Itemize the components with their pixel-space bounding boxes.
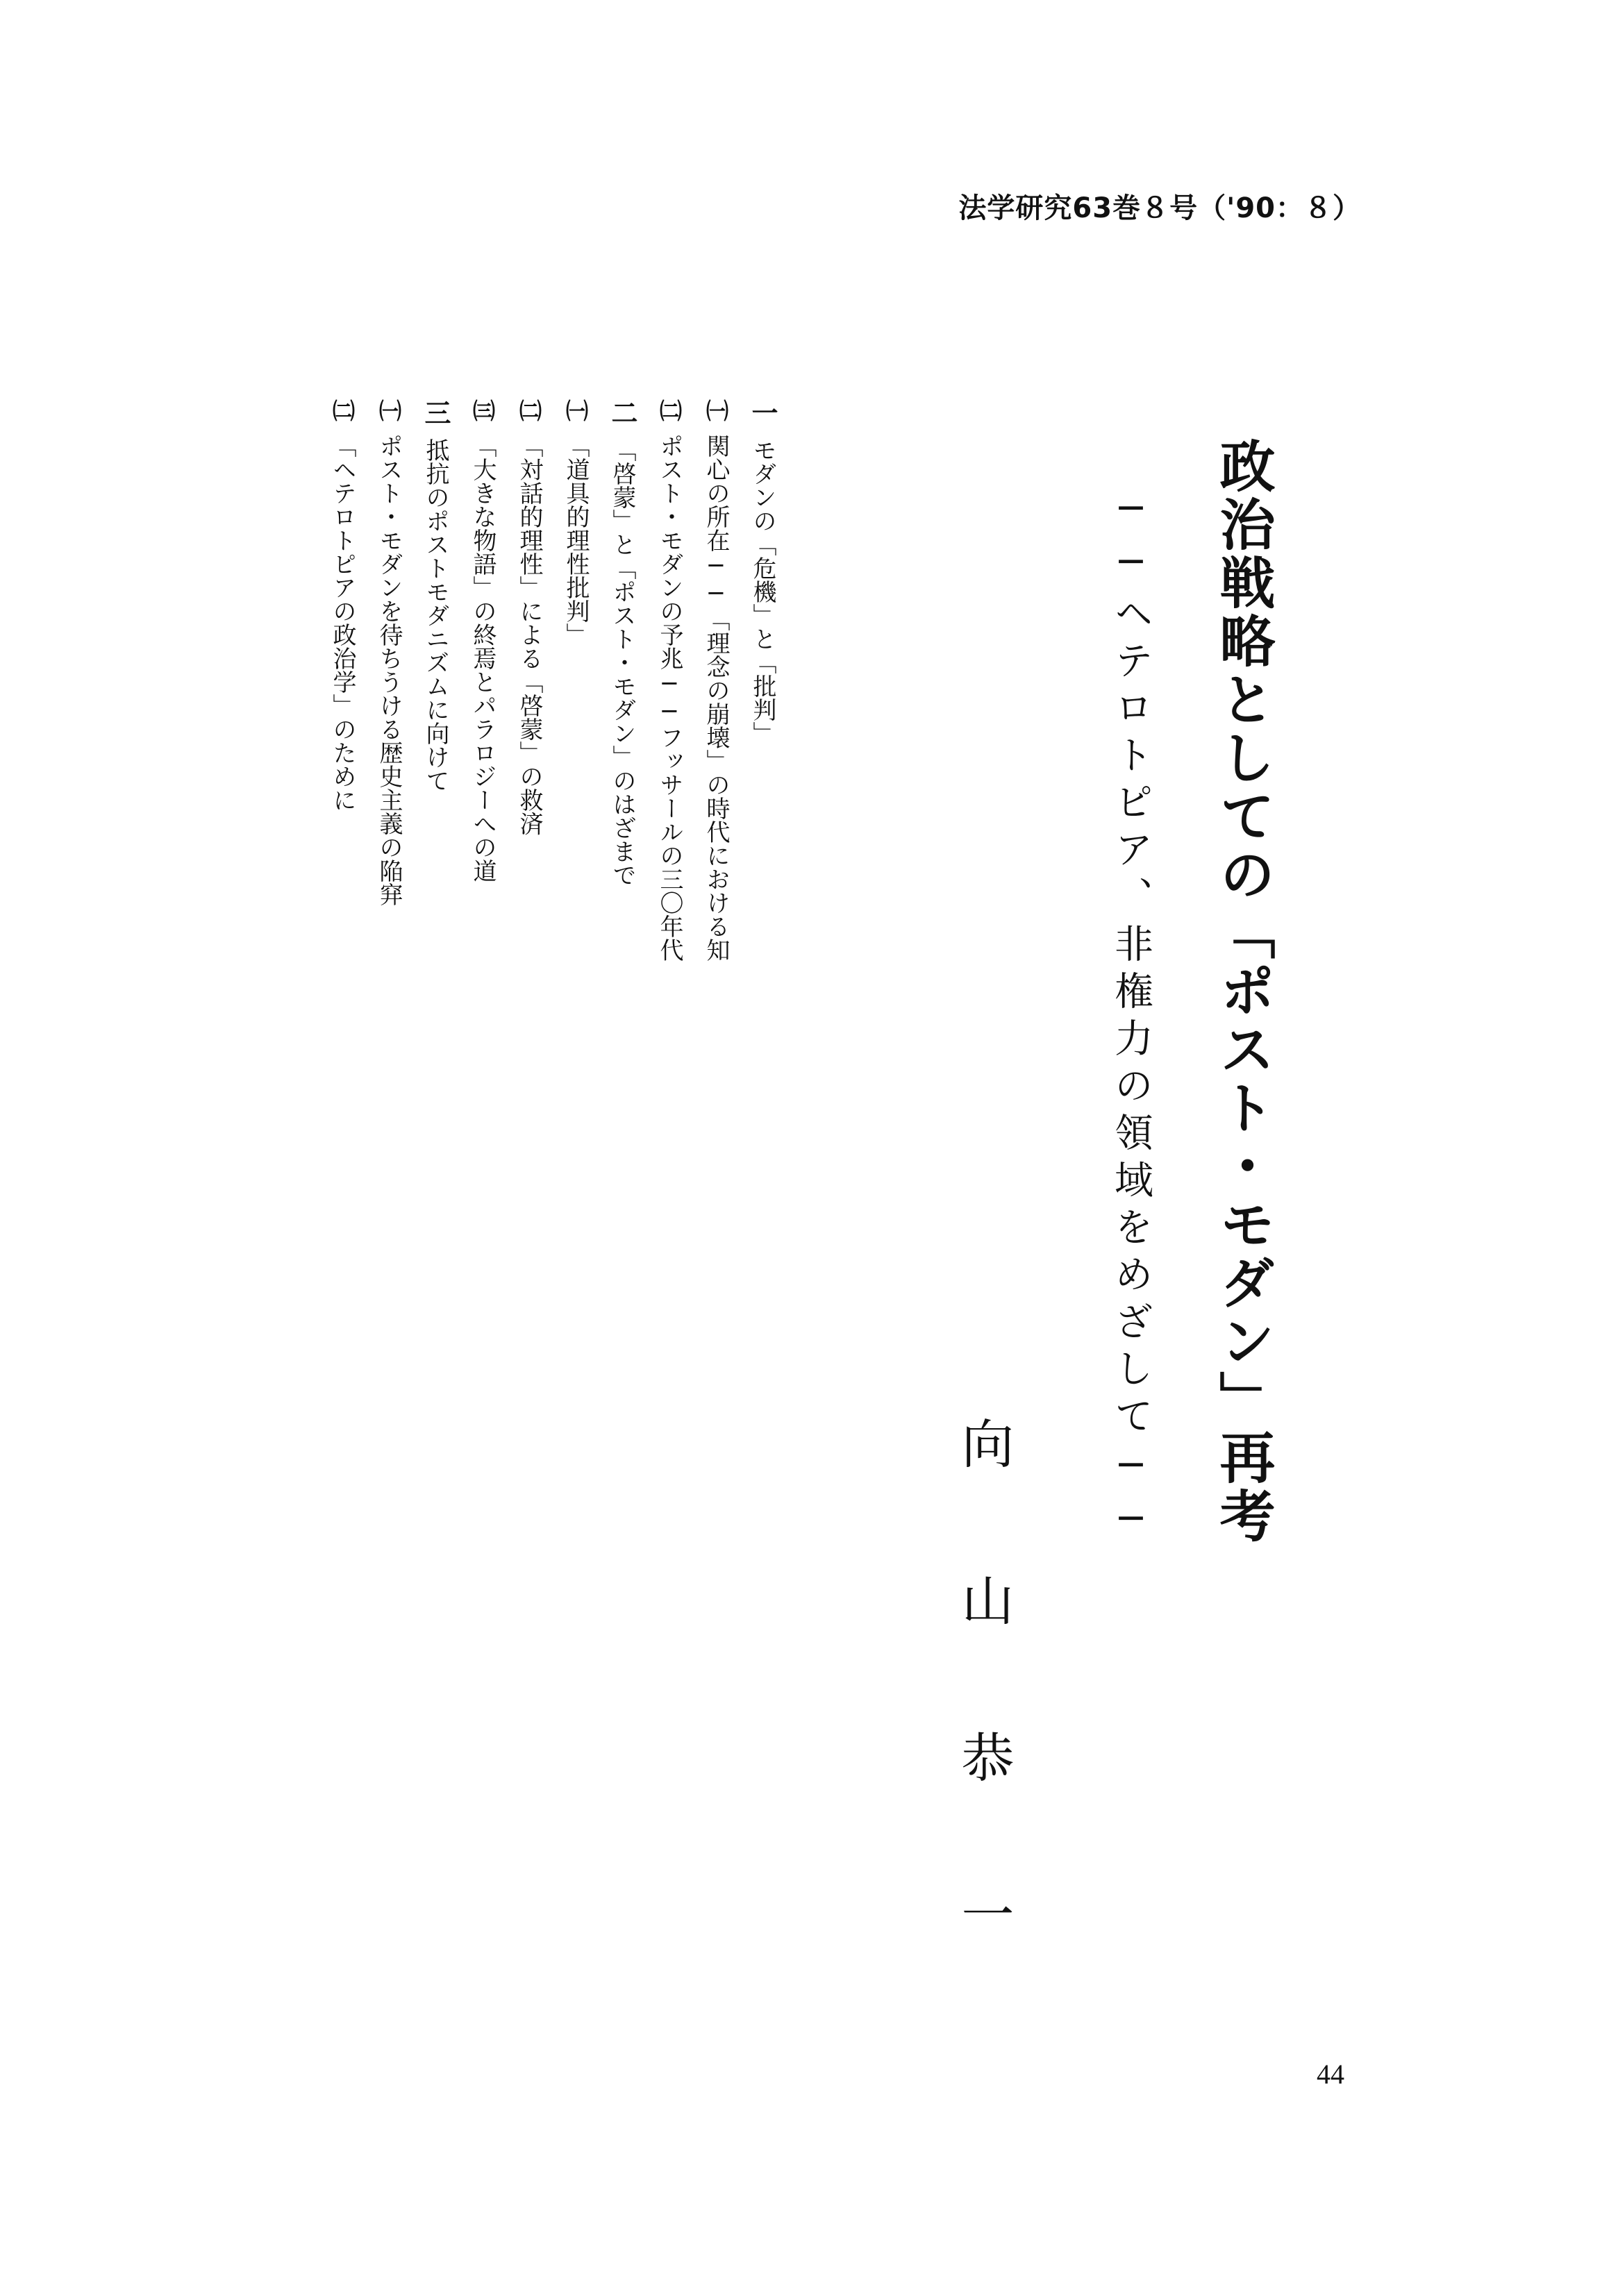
toc-entry-number: ㈢: [469, 399, 496, 421]
toc-entry-text: 「大きな物語」の終焉とパラロジーへの道: [469, 434, 497, 882]
toc-entry-text: 抵抗のポストモダニズムに向けて: [422, 438, 449, 792]
author-name: 向山恭一: [953, 1416, 1015, 2044]
toc-entry-number: 二: [607, 399, 638, 426]
toc-entry: [412, 399, 459, 962]
journal-header: 法学研究63巻８号（'90：８）: [958, 192, 1361, 224]
table-of-contents: [319, 399, 786, 962]
page-number: 44: [1317, 2059, 1344, 2090]
toc-entry: [506, 399, 552, 962]
toc-entry: [319, 399, 365, 962]
toc-entry-text: ポスト・モダンを待ちうける歴史主義の陥穽: [375, 434, 403, 906]
toc-entry-text: モダンの「危機」と「批判」: [749, 438, 776, 745]
toc-entry-text: 「ヘテロトピアの政治学」のために: [328, 434, 356, 812]
toc-entry-number: ㈠: [562, 399, 589, 421]
toc-entry: [692, 399, 739, 962]
toc-entry-number: 一: [747, 399, 778, 426]
toc-entry: [739, 399, 786, 962]
article-subtitle: ──ヘテロトピア、非権力の領域をめざして──: [1108, 486, 1153, 1550]
toc-entry-number: ㈡: [656, 399, 683, 421]
article-title: 政治戦略としての「ポスト・モダン」再考: [1210, 437, 1276, 1545]
toc-entry: [646, 399, 692, 962]
toc-entry: [365, 399, 412, 962]
toc-entry-text: 「啓蒙」と「ポスト・モダン」のはざまで: [608, 438, 636, 887]
toc-entry: [599, 399, 646, 962]
toc-entry: [552, 399, 599, 962]
toc-entry-number: ㈠: [703, 399, 729, 421]
toc-entry: [459, 399, 506, 962]
toc-entry-text: 関心の所在──「理念の崩壊」の時代における知: [702, 434, 730, 962]
toc-entry-text: 「対話的理性」による「啓蒙」の救済: [515, 434, 543, 835]
toc-entry-text: ポスト・モダンの予兆──フッサールの三〇年代: [656, 434, 683, 962]
toc-entry-number: ㈠: [376, 399, 402, 421]
toc-entry-number: ㈡: [516, 399, 542, 421]
toc-entry-text: 「道具的理性批判」: [562, 434, 590, 646]
toc-entry-number: 三: [420, 399, 451, 426]
toc-entry-number: ㈡: [329, 399, 356, 421]
